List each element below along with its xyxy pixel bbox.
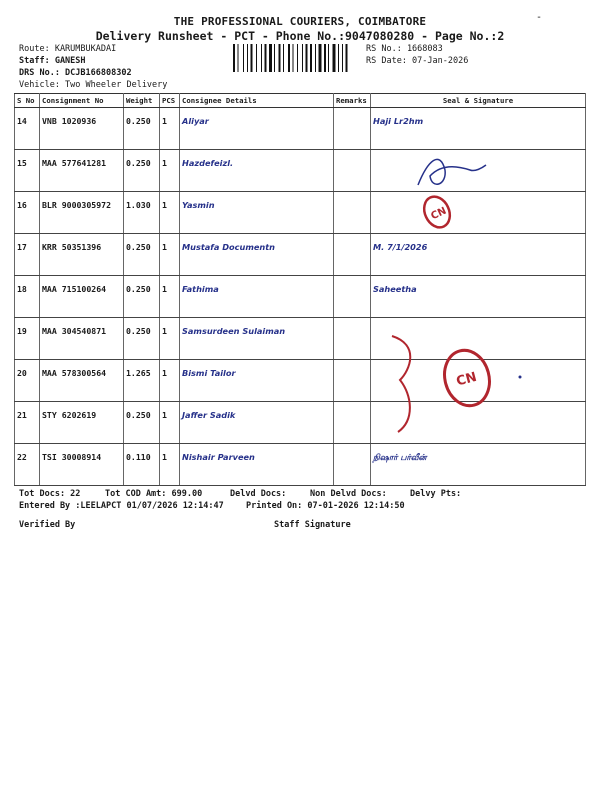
sno-cell: 18 [15, 276, 40, 318]
vehicle-label: Vehicle: Two Wheeler Delivery [19, 80, 168, 90]
remarks-cell [334, 402, 371, 444]
weight-cell: 0.110 [124, 444, 160, 486]
non-delvd-docs: Non Delvd Docs: [310, 489, 387, 499]
pcs-cell: 1 [160, 276, 180, 318]
remarks-cell [334, 276, 371, 318]
col-weight: Weight [124, 94, 160, 108]
signature-cell: நிஷார் பர்வீன் [371, 444, 586, 486]
pcs-cell: 1 [160, 360, 180, 402]
pcs-cell: 1 [160, 444, 180, 486]
sno-cell: 19 [15, 318, 40, 360]
consignment-cell: MAA 578300564 [40, 360, 124, 402]
table-row [15, 276, 586, 318]
table-row [15, 444, 586, 486]
pcs-cell: 1 [160, 234, 180, 276]
runsheet-subtitle: Delivery Runsheet - PCT - Phone No.:9047080280 - Page No.:2 [95, 29, 505, 43]
sno-cell: 14 [15, 108, 40, 150]
sno-cell: 16 [15, 192, 40, 234]
consignee-cell: Aliyar [180, 108, 334, 150]
tot-docs: Tot Docs: 22 [19, 489, 81, 499]
staff-signature: Staff Signature [274, 520, 351, 530]
printed-on: Printed On: 07-01-2026 12:14:50 [246, 501, 405, 511]
consignee-cell: Fathima [180, 276, 334, 318]
remarks-cell [334, 192, 371, 234]
consignee-cell: Mustafa Documentn [180, 234, 334, 276]
verified-by: Verified By [19, 520, 76, 530]
consignment-cell: KRR 50351396 [40, 234, 124, 276]
remarks-cell [334, 360, 371, 402]
sno-cell: 22 [15, 444, 40, 486]
sno-cell: 21 [15, 402, 40, 444]
col-sno: S No [15, 94, 40, 108]
delvy-pts: Delvy Pts: [410, 489, 462, 499]
remarks-cell [334, 234, 371, 276]
remarks-cell [334, 318, 371, 360]
sno-cell: 15 [15, 150, 40, 192]
consignee-cell: Nishair Parveen [180, 444, 334, 486]
consignment-cell: MAA 715100264 [40, 276, 124, 318]
table-header-row [15, 94, 586, 108]
company-title: THE PROFESSIONAL COURIERS, COIMBATORE [173, 15, 427, 28]
pcs-cell: 1 [160, 150, 180, 192]
col-seal-signature: Seal & Signature [371, 94, 586, 108]
weight-cell: 1.265 [124, 360, 160, 402]
col-remarks: Remarks [334, 94, 371, 108]
consignment-cell: VNB 1020936 [40, 108, 124, 150]
signature-cell [371, 402, 586, 444]
col-pcs: PCS [160, 94, 180, 108]
sno-cell: 20 [15, 360, 40, 402]
stamp-text-small: CN [429, 205, 449, 223]
weight-cell: 0.250 [124, 234, 160, 276]
table-row [15, 150, 586, 192]
pcs-cell: 1 [160, 192, 180, 234]
pcs-cell: 1 [160, 318, 180, 360]
consignee-cell: Samsurdeen Sulaiman [180, 318, 334, 360]
signature-cell [371, 360, 586, 402]
consignment-cell: BLR 9000305972 [40, 192, 124, 234]
tot-cod-amt: Tot COD Amt: 699.00 [105, 489, 203, 499]
rs-number: RS No.: 1668083 [366, 44, 443, 54]
table-row [15, 360, 586, 402]
consignee-cell: Bismi Tailor [180, 360, 334, 402]
table-row [15, 234, 586, 276]
remarks-cell [334, 150, 371, 192]
consignee-cell: Hazdefeizl. [180, 150, 334, 192]
signature-cell: Saheetha [371, 276, 586, 318]
stamp-text-large: CN [454, 369, 479, 390]
remarks-cell [334, 108, 371, 150]
consignee-cell: Jaffer Sadik [180, 402, 334, 444]
table-row [15, 108, 586, 150]
weight-cell: 0.250 [124, 276, 160, 318]
table-row [15, 192, 586, 234]
pcs-cell: 1 [160, 108, 180, 150]
weight-cell: 0.250 [124, 318, 160, 360]
consignment-cell: TSI 30008914 [40, 444, 124, 486]
weight-cell: 0.250 [124, 108, 160, 150]
remarks-cell [334, 444, 371, 486]
rs-date: RS Date: 07-Jan-2026 [366, 56, 469, 66]
consignment-cell: STY 6202619 [40, 402, 124, 444]
staff-label: Staff: GANESH [19, 56, 86, 66]
col-consignment: Consignment No [40, 94, 124, 108]
runsheet-table [14, 93, 586, 486]
route-label: Route: KARUMBUKADAI [19, 44, 117, 54]
signature-cell [371, 192, 586, 234]
consignment-cell: MAA 577641281 [40, 150, 124, 192]
delvd-docs: Delvd Docs: [230, 489, 287, 499]
barcode [233, 44, 361, 72]
signature-cell [371, 150, 586, 192]
signature-cell: Haji Lr2hm [371, 108, 586, 150]
signature-cell: M. 7/1/2026 [371, 234, 586, 276]
corner-mark: - [536, 12, 543, 23]
weight-cell: 0.250 [124, 402, 160, 444]
consignee-cell: Yasmin [180, 192, 334, 234]
consignment-cell: MAA 304540871 [40, 318, 124, 360]
drs-number: DRS No.: DCJB166808302 [19, 68, 132, 78]
table-row [15, 402, 586, 444]
col-consignee: Consignee Details [180, 94, 334, 108]
weight-cell: 0.250 [124, 150, 160, 192]
sno-cell: 17 [15, 234, 40, 276]
signature-cell [371, 318, 586, 360]
pcs-cell: 1 [160, 402, 180, 444]
table-row [15, 318, 586, 360]
entered-by: Entered By :LEELAPCT 01/07/2026 12:14:47 [19, 501, 224, 511]
weight-cell: 1.030 [124, 192, 160, 234]
